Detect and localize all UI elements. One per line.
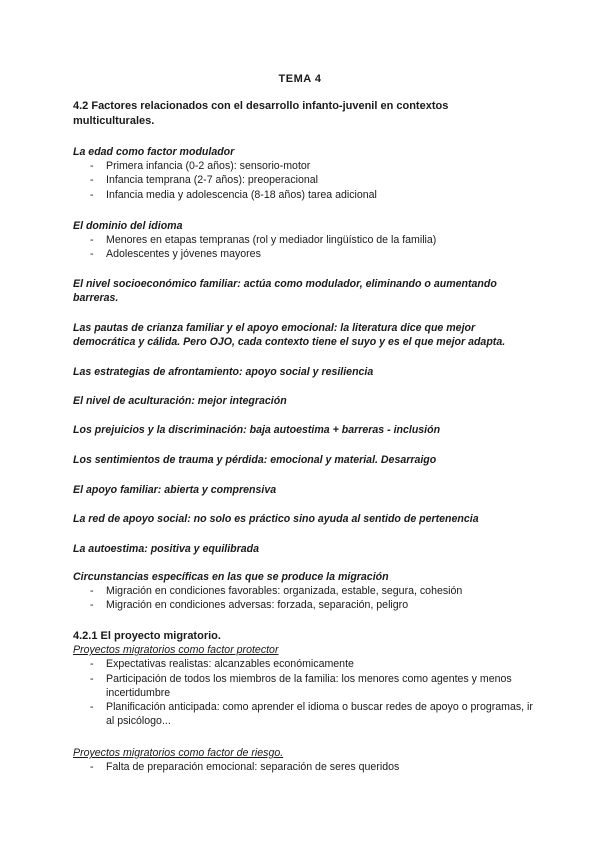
circunstancias-heading: Circunstancias específicas en las que se produce la migración — [73, 571, 389, 583]
circunstancias-list — [73, 584, 535, 612]
factor-afrontamiento: Las estrategias de afrontamiento: apoyo social y resiliencia — [73, 366, 374, 378]
list-item: - Falta de preparación emocional: separación de seres queridos — [73, 760, 535, 774]
proyecto-section — [73, 629, 535, 728]
factor-crianza: Las pautas de crianza familiar y el apoyo emocional: la literatura dice que mejor democrática y cálida. Pero OJO, cada contexto tiene el suyo y es el que mejor adapta. — [73, 322, 506, 349]
protector-list — [73, 657, 535, 728]
riesgo-heading: Proyectos migratorios como factor de riesgo. — [73, 747, 284, 759]
edad-list — [73, 159, 535, 202]
circunstancias-section — [73, 570, 535, 613]
list-item: - Infancia temprana (2-7 años): preoperacional — [73, 173, 535, 187]
edad-section — [73, 145, 535, 202]
idioma-heading: El dominio del idioma — [73, 220, 183, 232]
factor-apoyo-familiar: El apoyo familiar: abierta y comprensiva — [73, 484, 277, 496]
idioma-section — [73, 219, 535, 262]
edad-heading: La edad como factor modulador — [73, 146, 235, 158]
section-subtitle: 4.2 Factores relacionados con el desarrollo infanto-juvenil en contextos multiculturales. — [73, 100, 449, 127]
factor-aculturacion: El nivel de aculturación: mejor integración — [73, 395, 287, 407]
list-item: - Adolescentes y jóvenes mayores — [73, 247, 535, 261]
riesgo-list — [73, 760, 535, 774]
factor-prejuicios: Los prejuicios y la discriminación: baja autoestima + barreras - inclusión — [73, 424, 441, 436]
page-title: TEMA 4 — [278, 73, 322, 85]
factor-red-apoyo: La red de apoyo social: no solo es práctico sino ayuda al sentido de pertenencia — [73, 513, 479, 525]
list-item: - Primera infancia (0-2 años): sensorio-motor — [73, 159, 535, 173]
proyecto-heading: 4.2.1 El proyecto migratorio. — [73, 630, 221, 642]
factor-socioeconomico: El nivel socioeconómico familiar: actúa como modulador, eliminando o aumentando barreras. — [73, 278, 497, 305]
list-item: - Infancia media y adolescencia (8-18 años) tarea adicional — [73, 188, 535, 202]
list-item: - Migración en condiciones favorables: organizada, estable, segura, cohesión — [73, 584, 535, 598]
factor-autoestima: La autoestima: positiva y equilibrada — [73, 543, 260, 555]
list-item: - Menores en etapas tempranas (rol y mediador lingüístico de la familia) — [73, 233, 535, 247]
list-item: - Expectativas realistas: alcanzables económicamente — [73, 657, 535, 671]
protector-heading: Proyectos migratorios como factor protector — [73, 644, 279, 657]
list-item: - Planificación anticipada: como aprender el idioma o buscar redes de apoyo o programas, ir al psicólogo... — [73, 700, 535, 728]
list-item: - Participación de todos los miembros de la familia: los menores como agentes y menos incertidumbre — [73, 672, 535, 700]
list-item: - Migración en condiciones adversas: forzada, separación, peligro — [73, 598, 535, 612]
idioma-list — [73, 233, 535, 261]
factor-trauma: Los sentimientos de trauma y pérdida: emocional y material. Desarraigo — [73, 454, 437, 466]
riesgo-section — [73, 746, 535, 774]
